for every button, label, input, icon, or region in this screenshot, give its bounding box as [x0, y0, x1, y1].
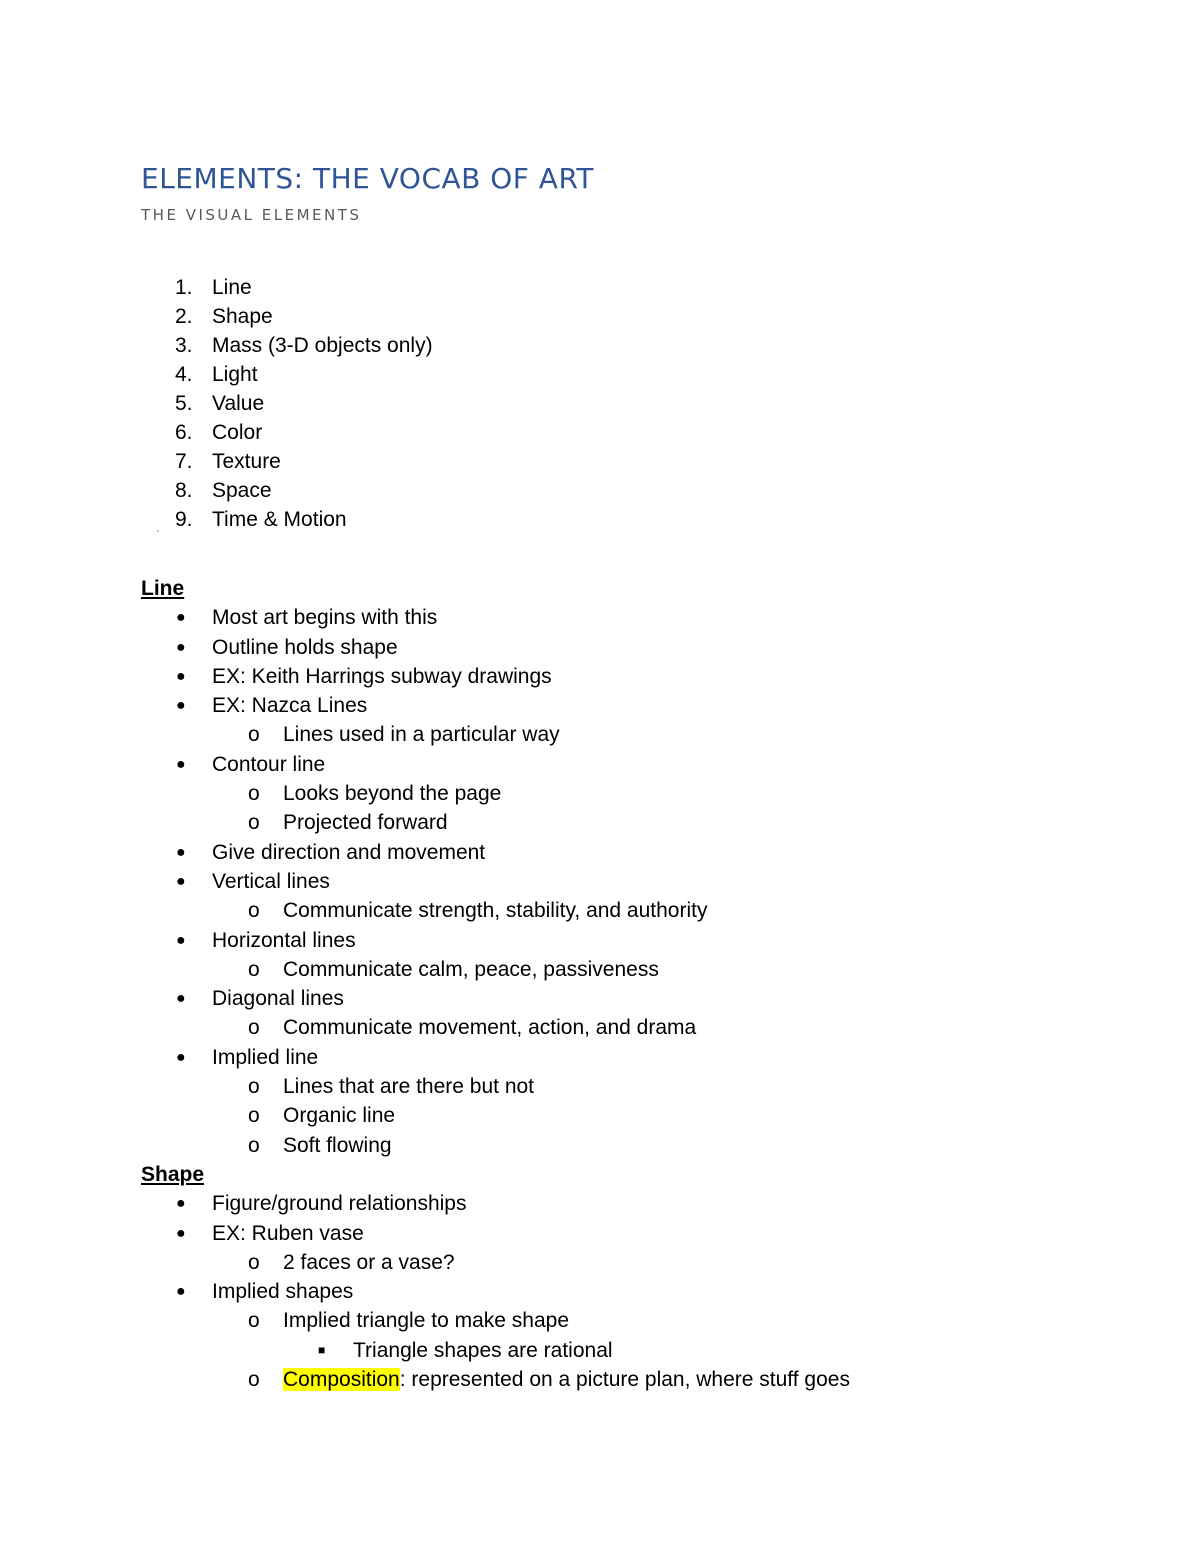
circle-bullet-icon: o — [248, 1104, 260, 1128]
list-item: 3. Mass (3-D objects only) — [175, 334, 433, 357]
highlighted-term: Composition — [283, 1368, 400, 1392]
bullet-icon: ● — [176, 667, 186, 685]
list-item: 1. Line — [175, 276, 252, 299]
sub-sub-list-item: ■ Triangle shapes are rational — [0, 1336, 1200, 1365]
line-heading-row — [0, 574, 1200, 603]
list-item: ● Implied line — [0, 1043, 1200, 1072]
sub-list-item: o Communicate calm, peace, passiveness — [0, 955, 1200, 984]
list-item: ● EX: Ruben vase — [0, 1219, 1200, 1248]
list-item: 5. Value — [175, 392, 265, 415]
circle-bullet-icon: o — [248, 1016, 260, 1040]
circle-bullet-icon: o — [248, 957, 260, 981]
circle-bullet-icon: o — [248, 1133, 260, 1157]
list-item: ● Figure/ground relationships — [0, 1189, 1200, 1218]
list-item: 8. Space — [175, 479, 272, 502]
circle-bullet-icon: o — [248, 899, 260, 923]
sub-list-item: o Projected forward — [0, 808, 1200, 837]
document-title: ELEMENTS: THE VOCAB OF ART — [141, 162, 594, 195]
list-item: ● Give direction and movement — [0, 838, 1200, 867]
bullet-icon: ● — [176, 638, 186, 656]
bullet-icon: ● — [176, 755, 186, 773]
list-item: ● EX: Keith Harrings subway drawings — [0, 662, 1200, 691]
bullet-icon: ● — [176, 1283, 186, 1301]
bullet-icon: ● — [176, 1048, 186, 1066]
bullet-icon: ● — [176, 609, 186, 627]
circle-bullet-icon: o — [248, 782, 260, 806]
sub-list-item: o Organic line — [0, 1101, 1200, 1130]
list-item: ● Outline holds shape — [0, 633, 1200, 662]
bullet-icon: ● — [176, 931, 186, 949]
circle-bullet-icon: o — [248, 723, 260, 747]
square-bullet-icon: ■ — [318, 1342, 326, 1357]
elements-numbered-list — [0, 273, 1200, 534]
circle-bullet-icon: o — [248, 1250, 260, 1274]
sub-list-item: o Lines that are there but not — [0, 1072, 1200, 1101]
list-item: ● Vertical lines — [0, 867, 1200, 896]
list-item: ● Horizontal lines — [0, 926, 1200, 955]
list-item: 2. Shape — [175, 305, 273, 328]
composition-definition: : represented on a picture plan, where stuff goes — [399, 1368, 850, 1392]
list-item: ● Most art begins with this — [0, 603, 1200, 632]
circle-bullet-icon: o — [248, 1309, 260, 1333]
shape-heading-row — [0, 1160, 1200, 1189]
bullet-icon: ● — [176, 872, 186, 890]
bullet-icon: ● — [176, 1224, 186, 1242]
list-item: 9. Time & Motion — [175, 508, 347, 531]
circle-bullet-icon: o — [248, 1075, 260, 1099]
sub-list-item: o Communicate strength, stability, and authority — [0, 896, 1200, 925]
sub-list-item: o Looks beyond the page — [0, 779, 1200, 808]
notes-body — [0, 574, 1200, 1394]
list-item: ● EX: Nazca Lines — [0, 691, 1200, 720]
bullet-icon: ● — [176, 990, 186, 1008]
sub-list-item: o 2 faces or a vase? — [0, 1248, 1200, 1277]
stray-mark — [157, 530, 159, 532]
sub-list-item: o Communicate movement, action, and drama — [0, 1013, 1200, 1042]
bullet-icon: ● — [176, 843, 186, 861]
circle-bullet-icon: o — [248, 1368, 260, 1392]
list-item: ● Diagonal lines — [0, 984, 1200, 1013]
section-heading-shape: Shape — [141, 1162, 205, 1186]
bullet-icon: ● — [176, 1195, 186, 1213]
document-subtitle: THE VISUAL ELEMENTS — [141, 206, 362, 224]
list-item: ● Contour line — [0, 750, 1200, 779]
list-item: ● Implied shapes — [0, 1277, 1200, 1306]
sub-list-item: o Soft flowing — [0, 1131, 1200, 1160]
section-heading-line: Line — [141, 577, 185, 600]
list-item: 6. Color — [175, 421, 263, 444]
list-item: 4. Light — [175, 363, 258, 386]
bullet-icon: ● — [176, 697, 186, 715]
sub-list-item — [0, 1365, 1200, 1394]
circle-bullet-icon: o — [248, 811, 260, 835]
sub-list-item: o Lines used in a particular way — [0, 720, 1200, 749]
sub-list-item: o Implied triangle to make shape — [0, 1306, 1200, 1335]
list-item: 7. Texture — [175, 450, 281, 473]
